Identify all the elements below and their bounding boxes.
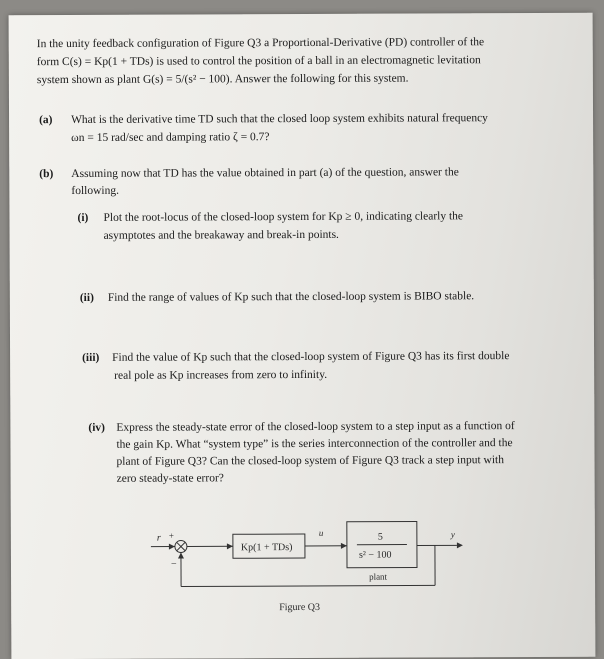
control-signal-label: u — [319, 528, 324, 538]
arrow-head-icon — [457, 542, 463, 548]
intro-line-2: form C(s) = Kp(1 + TDs) is used to control the position of a ball in an electromagnetic levitation — [37, 53, 481, 69]
part-b-line-2: following. — [71, 184, 119, 198]
sub-i-label: (i) — [77, 211, 88, 225]
block-diagram — [9, 13, 596, 659]
sub-iv-label: (iv) — [88, 421, 105, 435]
arrow-head-icon — [227, 543, 233, 549]
exam-sheet — [9, 13, 596, 659]
sub-ii-line-1: Find the range of values of Kp such that the closed-loop system is BIBO stable. — [108, 289, 474, 305]
plant-numerator: 5 — [378, 532, 383, 543]
sub-iv-line-2: the gain Kp. What “system type” is the series interconnection of the controller and the — [116, 436, 512, 452]
part-b-line-1: Assuming now that TD has the value obtained in part (a) of the question, answer the — [71, 165, 459, 181]
figure-caption: Figure Q3 — [279, 602, 320, 613]
minus-sign: − — [171, 559, 177, 570]
arrow-head-icon — [341, 543, 347, 549]
controller-label: Kp(1 + TDs) — [241, 542, 293, 553]
intro-line-1: In the unity feedback configuration of Figure Q3 a Proportional-Derivative (PD) controller of the — [37, 35, 484, 51]
sub-i-line-2: asymptotes and the breakaway and break-in points. — [104, 228, 339, 243]
part-a-line-1: What is the derivative time TD such that the closed loop system exhibits natural frequency — [71, 111, 488, 127]
sub-ii-label: (ii) — [80, 291, 94, 305]
part-b-label: (b) — [39, 167, 53, 181]
sub-i-line-1: Plot the root-locus of the closed-loop system for Kp ≥ 0, indicating clearly the — [103, 209, 463, 225]
arrow-head-icon — [169, 544, 175, 550]
part-a-label: (a) — [39, 113, 52, 127]
output-label: y — [450, 529, 455, 539]
sub-iii-line-1: Find the value of Kp such that the closed-loop system of Figure Q3 has its first double — [112, 349, 509, 365]
sub-iv-line-3: plant of Figure Q3? Can the closed-loop system of Figure Q3 track a step input with — [117, 453, 504, 469]
intro-line-3: system shown as plant G(s) = 5/(s² − 100). Answer the following for this system. — [37, 72, 409, 88]
plant-denominator: s² − 100 — [359, 550, 392, 561]
sub-iii-line-2: real pole as Kp increases from zero to infinity. — [114, 368, 327, 383]
sub-iv-line-4: zero steady-state error? — [117, 471, 224, 485]
arrow-head-icon — [178, 553, 184, 559]
part-a-line-2: ωn = 15 rad/sec and damping ratio ζ = 0.7? — [71, 130, 269, 145]
plus-sign: + — [169, 531, 174, 541]
input-label: r — [157, 533, 161, 544]
sub-iii-label: (iii) — [82, 351, 99, 365]
sub-iv-line-1: Express the steady-state error of the closed-loop system to a step input as a function of — [116, 419, 514, 435]
plant-caption: plant — [369, 572, 388, 582]
